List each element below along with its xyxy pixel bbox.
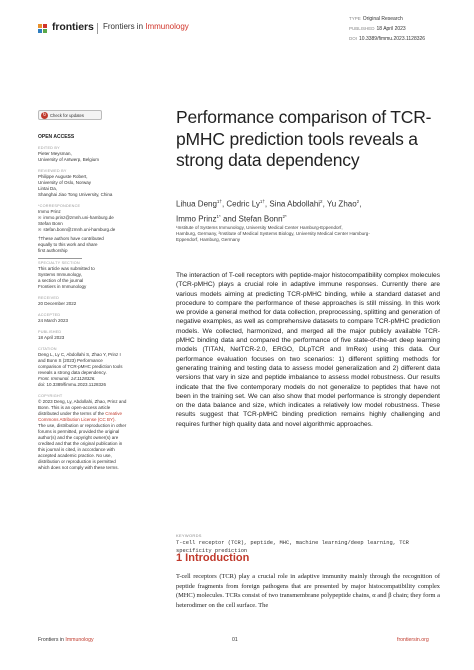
author-sup: 2* xyxy=(282,214,287,220)
author-sup: 2 xyxy=(356,199,360,204)
received-date: 20 December 2022 xyxy=(38,300,77,306)
keywords: T-cell receptor (TCR), peptide, MHC, machine learning/deep learning, TCR specificity prediction xyxy=(176,540,409,554)
affiliation-line: Eppendorf, Hamburg, Germany xyxy=(176,237,241,242)
copyright-line: this journal is cited, in accordance with xyxy=(38,446,115,452)
envelope-icon: ✉ xyxy=(38,227,42,232)
editor-line: University of Antwerp, Belgium xyxy=(38,157,100,162)
correspondence-email-row xyxy=(38,227,158,233)
license-link[interactable]: Commons Attribution License (CC BY). xyxy=(38,416,116,422)
author-sup: 2 xyxy=(320,199,323,204)
affiliation-line: Hamburg, Germany, ²Institute of Medical Systems Biology, University Medical Center Hamburg- xyxy=(176,231,370,236)
check-updates-label: Check for updates xyxy=(50,112,84,118)
reviewed-by-label: REVIEWED BY xyxy=(38,169,67,173)
citation-line: doi: 10.3389/fimmu.2023.1128326 xyxy=(38,381,106,387)
citation-line: Deng L, Ly C, Abdollahi S, Zhao Y, Prinz I xyxy=(38,351,121,357)
citation-line: Front. Immunol. 14:1128326. xyxy=(38,375,96,381)
footer-journal-field: Immunology xyxy=(65,637,94,643)
accepted-label: ACCEPTED xyxy=(38,312,61,317)
copyright-line: which does not comply with these terms. xyxy=(38,464,119,470)
footnote-line: equally to this work and share xyxy=(38,242,98,247)
journal-field: Immunology xyxy=(145,22,189,31)
author-sup: 1† xyxy=(216,199,222,204)
license-link[interactable]: Creative xyxy=(105,410,123,416)
footer-journal-prefix: Frontiers in xyxy=(38,637,66,643)
specialty-line: This article was submitted to xyxy=(38,265,95,271)
correspondence-name: Immo Prinz xyxy=(38,209,61,214)
received-label: RECEIVED xyxy=(38,295,60,300)
footer-journal xyxy=(38,637,94,643)
correspondence-name: Stefan Bonn xyxy=(38,221,63,226)
author-name[interactable]: , Cedric Ly xyxy=(221,199,260,209)
reviewer-line: Shanghai Jiao Tong University, China xyxy=(38,192,113,197)
published-date-sidebar: 18 April 2023 xyxy=(38,334,65,340)
citation-line: comparison of TCR-pMHC prediction tools xyxy=(38,363,123,369)
email-link[interactable]: immo.prinz@zmnh.uni-hamburg.de xyxy=(43,215,114,220)
affiliations xyxy=(176,225,436,243)
author-list xyxy=(176,196,426,226)
copyright-line: forums is permitted, provided the original xyxy=(38,428,120,434)
section-divider xyxy=(38,258,82,259)
copyright-line: The use, distribution or reproduction in other xyxy=(38,422,127,428)
check-updates-button[interactable] xyxy=(38,110,102,120)
specialty-label: SPECIALTY SECTION xyxy=(38,260,80,265)
copyright-line: accepted academic practice. No use, xyxy=(38,452,112,458)
author-name[interactable]: Immo Prinz xyxy=(176,214,217,224)
intro-paragraph: T-cell receptors (TCR) play a crucial role in adaptive immunity mainly through the recognition of peptide fragments from foreign pathogens that are presented by major histocompatibility complex (MHC) molecules. TCRs consist of two transmembrane polypeptide chains, α and β chain; they form a heterodimer on the cell surface. The xyxy=(176,573,440,609)
brand-name: frontiers xyxy=(52,21,94,33)
footnote-line: †These authors have contributed xyxy=(38,236,104,241)
keywords-label: KEYWORDS xyxy=(176,533,202,538)
doi-link[interactable]: 10.3389/fimmu.2023.1128326 xyxy=(359,36,426,42)
reviewer-line: Lintai Da, xyxy=(38,186,58,191)
abstract: The interaction of T-cell receptors with peptide-major histocompatibility complex molecules (TCR-pMHC) plays a crucial role in adaptive immune responses. Currently there are various models aiming at predicting TCR-pMHC binding, while a standard dataset and procedure to compare the performance of these approaches is still missing. In this work we provide a general method for data collection, preprocessing, splitting and generation of negative examples, as well as comprehensive datasets to compare TCR-pMHC prediction models. We collected, harmonized, and merged all the major publicly available TCR-pMHC binding data and compared the performance of five state-of-the-art deep learning models (TITAN, NetTCR-2.0, ERGO, DLpTCR and ImRex) using this data. Our performance evaluation focuses on two scenarios: 1) different splitting methods for generating training and testing data to assess model generalization and 2) different data versions that vary in size and peptide imbalance to assess model robustness. Our results indicate that the five contemporary models do not generalize to peptides that have not been in the training set. We can also show that model performance is strongly dependent on the data balance and size, which indicates a relatively low model robustness. These results suggest that TCR-pMHC binding prediction remains highly challenging and requires further high quality data and novel algorithmic approaches. xyxy=(176,272,440,428)
citation-label: CITATION xyxy=(38,346,57,351)
specialty-line: a section of the journal xyxy=(38,277,84,283)
copyright-line: credited and that the original publication in xyxy=(38,440,123,446)
copyright-line: © 2023 Deng, Ly, Abdollahi, Zhao, Prinz and xyxy=(38,398,127,404)
journal-prefix: Frontiers in xyxy=(103,22,146,31)
published-date: 18 April 2023 xyxy=(376,26,406,32)
author-name[interactable]: and Stefan Bonn xyxy=(220,214,283,224)
reviewer-line: University of Oslo, Norway xyxy=(38,180,92,185)
footnote-line: first authorship xyxy=(38,248,68,253)
site-link[interactable]: frontiersin.org xyxy=(397,637,429,643)
citation-line: and Bonn S (2023) Performance xyxy=(38,357,103,363)
author-name[interactable]: , Yu Zhao xyxy=(322,199,357,209)
author-sup: 1* xyxy=(216,214,221,220)
edited-by-label: EDITED BY xyxy=(38,146,60,150)
article-type: Original Research xyxy=(362,16,403,22)
section-heading: 1 Introduction xyxy=(176,552,250,564)
sidebar xyxy=(38,134,158,471)
copyright-text: distributed under the terms of the xyxy=(38,410,106,416)
type-key: TYPE xyxy=(349,16,361,21)
copyright-line: distribution or reproduction is permitted xyxy=(38,458,116,464)
correspondence-label: *CORRESPONDENCE xyxy=(38,204,81,208)
article-meta xyxy=(349,14,425,44)
specialty-line: Systems Immunology, xyxy=(38,271,82,277)
citation-line: reveals a strong data dependency. xyxy=(38,369,107,375)
specialty-line: Frontiers in Immunology xyxy=(38,283,87,289)
refresh-icon: ↻ xyxy=(42,111,47,118)
author-sep: , xyxy=(359,199,362,209)
reviewer-line: Philippe Auguste Robert, xyxy=(38,174,88,179)
article-title: Performance comparison of TCR-pMHC prediction tools reveals a strong data dependency xyxy=(176,107,432,170)
editor-line: Pieter Meysman, xyxy=(38,151,72,156)
author-line xyxy=(176,196,426,211)
journal-name xyxy=(103,22,189,31)
affiliation-line: ¹Institute of Systems Immunology, University Medical Center Hamburg-Eppendorf, xyxy=(176,225,343,230)
author-name[interactable]: Lihua Deng xyxy=(176,199,217,209)
frontiers-logo-icon xyxy=(38,24,48,34)
copyright-label: COPYRIGHT xyxy=(38,393,63,398)
header-divider xyxy=(97,23,98,34)
envelope-icon: ✉ xyxy=(38,215,42,220)
page-number: 01 xyxy=(232,637,238,643)
copyright-line: author(s) and the copyright owner(s) are xyxy=(38,434,119,440)
author-sup: 1† xyxy=(259,199,265,204)
published-label: PUBLISHED xyxy=(38,329,62,334)
author-name[interactable]: , Sina Abdollahi xyxy=(264,199,321,209)
email-link[interactable]: stefan.bonn@zmnh.uni-hamburg.de xyxy=(43,227,116,232)
open-access-label: OPEN ACCESS xyxy=(38,134,75,140)
published-key: PUBLISHED xyxy=(349,26,375,31)
accepted-date: 24 March 2023 xyxy=(38,317,69,323)
doi-key: DOI xyxy=(349,36,358,41)
copyright-line: Bonn. This is an open-access article xyxy=(38,404,111,410)
